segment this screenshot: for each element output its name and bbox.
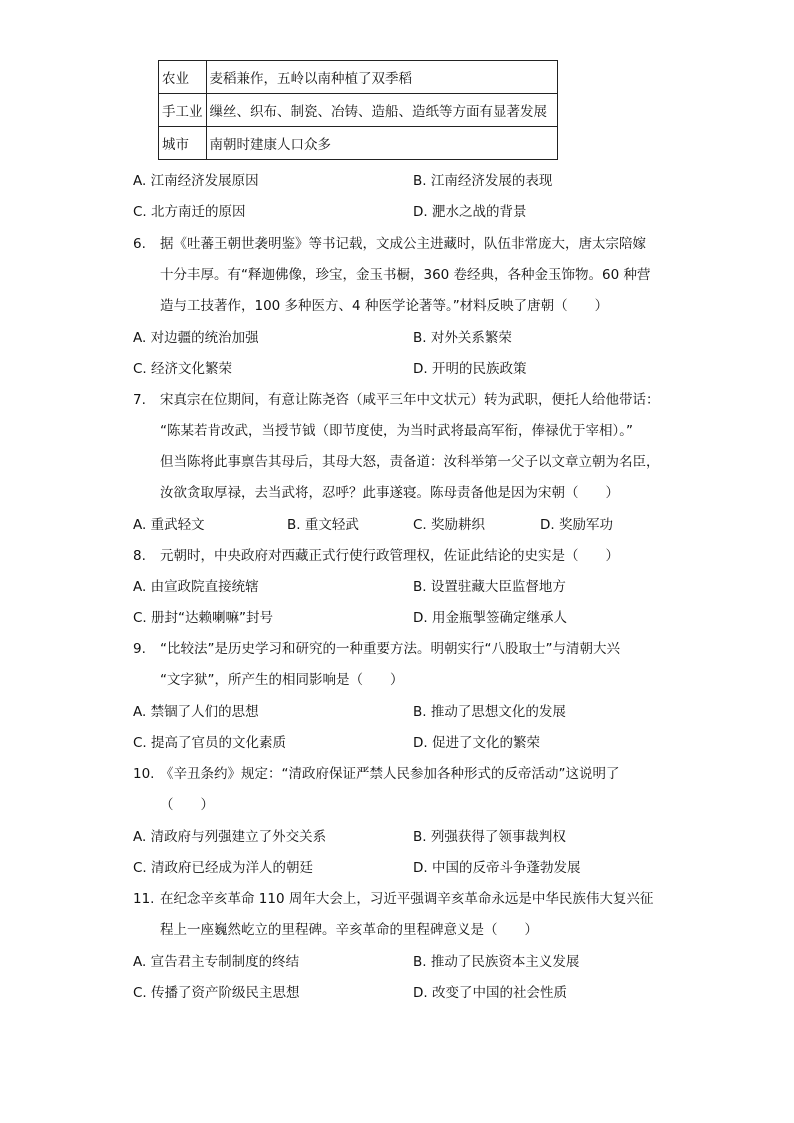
q9-option-a: A. 禁锢了人们的思想 bbox=[133, 704, 259, 720]
q5-option-b: B. 江南经济发展的表现 bbox=[413, 173, 553, 189]
q8-stem-line: 元朝时，中央政府对西藏正式行使行政管理权，佐证此结论的史实是（ ） bbox=[160, 548, 619, 564]
q11-stem-line: 程上一座巍然屹立的里程碑。辛亥革命的里程碑意义是（ ） bbox=[160, 922, 538, 938]
q8-option-c: C. 册封“达赖喇嘛”封号 bbox=[133, 610, 273, 626]
q8-option-d: D. 用金瓶掣签确定继承人 bbox=[413, 610, 567, 626]
table-cell-value: 南朝时建康人口众多 bbox=[206, 127, 557, 160]
q6-number: 6. bbox=[133, 236, 146, 252]
material-table bbox=[158, 60, 558, 160]
table-cell-key: 城市 bbox=[159, 127, 207, 160]
q5-option-d: D. 淝水之战的背景 bbox=[413, 204, 527, 220]
table-cell-key: 农业 bbox=[159, 61, 207, 94]
q10-option-b: B. 列强获得了领事裁判权 bbox=[413, 829, 566, 845]
q10-option-d: D. 中国的反帝斗争蓬勃发展 bbox=[413, 860, 581, 876]
q11-option-d: D. 改变了中国的社会性质 bbox=[413, 985, 567, 1001]
q8-option-b: B. 设置驻藏大臣监督地方 bbox=[413, 579, 566, 595]
q7-stem-line: “陈某若肯改武，当授节钺（即节度使，为当时武将最高军衔，俸禄优于宰相）。” bbox=[160, 423, 633, 439]
q7-option-d: D. 奖励军功 bbox=[540, 517, 613, 533]
q7-option-b: B. 重文轻武 bbox=[287, 517, 359, 533]
q6-option-a: A. 对边疆的统治加强 bbox=[133, 330, 259, 346]
q6-stem-line: 造与工技著作，100 多种医方、4 种医学论著等。”材料反映了唐朝（ ） bbox=[160, 298, 609, 314]
q6-option-d: D. 开明的民族政策 bbox=[413, 361, 527, 377]
q9-option-c: C. 提高了官员的文化素质 bbox=[133, 735, 287, 751]
q9-number: 9. bbox=[133, 641, 146, 657]
q9-option-d: D. 促进了文化的繁荣 bbox=[413, 735, 540, 751]
q6-option-b: B. 对外关系繁荣 bbox=[413, 330, 512, 346]
q10-number: 10. bbox=[133, 766, 155, 782]
q11-number: 11. bbox=[133, 891, 155, 907]
q11-stem-line: 在纪念辛亥革命 110 周年大会上，习近平强调辛亥革命永远是中华民族伟大复兴征 bbox=[160, 891, 654, 907]
q5-option-c: C. 北方南迁的原因 bbox=[133, 204, 246, 220]
q8-option-a: A. 由宣政院直接统辖 bbox=[133, 579, 259, 595]
q5-option-a: A. 江南经济发展原因 bbox=[133, 173, 259, 189]
q10-option-a: A. 清政府与列强建立了外交关系 bbox=[133, 829, 327, 845]
q9-stem-line: “文字狱”，所产生的相同影响是（ ） bbox=[160, 672, 404, 688]
q11-option-b: B. 推动了民族资本主义发展 bbox=[413, 954, 580, 970]
table-cell-key: 手工业 bbox=[159, 94, 207, 127]
table-cell-value: 缫丝、织布、制瓷、冶铸、造船、造纸等方面有显著发展 bbox=[206, 94, 557, 127]
q11-option-a: A. 宣告君主专制制度的终结 bbox=[133, 954, 300, 970]
table-cell-value: 麦稻兼作，五岭以南种植了双季稻 bbox=[206, 61, 557, 94]
q7-stem-line: 宋真宗在位期间，有意让陈尧咨（咸平三年中文状元）转为武职，便托人给他带话： bbox=[160, 392, 660, 408]
table-row bbox=[159, 94, 558, 127]
q7-stem-line: 汝欲贪取厚禄，去当武将，忍呼？此事遂寝。陈母责备他是因为宋朝（ ） bbox=[160, 485, 619, 501]
q9-stem-line: “比较法”是历史学习和研究的一种重要方法。明朝实行“八股取士”与清朝大兴 bbox=[160, 641, 620, 657]
q8-number: 8. bbox=[133, 548, 146, 564]
q11-option-c: C. 传播了资产阶级民主思想 bbox=[133, 985, 300, 1001]
q7-number: 7. bbox=[133, 392, 146, 408]
q7-option-a: A. 重武轻文 bbox=[133, 517, 205, 533]
table-row bbox=[159, 61, 558, 94]
table-row bbox=[159, 127, 558, 160]
q6-stem-line: 据《吐蕃王朝世袭明鉴》等书记载，文成公主进藏时，队伍非常庞大，唐太宗陪嫁 bbox=[160, 236, 646, 252]
q6-stem-line: 十分丰厚。有“释迦佛像，珍宝，金玉书橱，360 卷经典，各种金玉饰物。60 种营 bbox=[160, 267, 651, 283]
q7-stem-line: 但当陈将此事禀告其母后，其母大怒，责备道：汝科举第一父子以文章立朝为名臣， bbox=[160, 454, 660, 470]
q10-option-c: C. 清政府已经成为洋人的朝廷 bbox=[133, 860, 314, 876]
q10-stem-line: 《辛丑条约》规定：“清政府保证严禁人民参加各种形式的反帝活动”这说明了 bbox=[160, 766, 620, 782]
q7-option-c: C. 奖励耕织 bbox=[413, 517, 486, 533]
q6-option-c: C. 经济文化繁荣 bbox=[133, 361, 233, 377]
q9-option-b: B. 推动了思想文化的发展 bbox=[413, 704, 566, 720]
q10-stem-line: （ ） bbox=[160, 797, 214, 813]
